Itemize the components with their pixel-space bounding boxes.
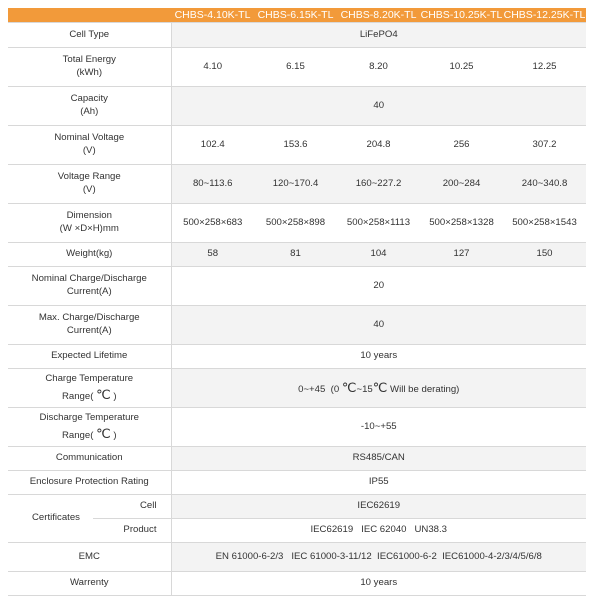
row-label: Discharge Temperature Range( ℃ ) [8,408,171,447]
cell-value: 12.25 [503,48,586,87]
row-total-energy [8,48,586,87]
cell-value: 153.6 [254,126,337,165]
row-warranty [8,572,586,596]
spec-table [8,8,586,596]
row-label: Cell Type [8,23,171,48]
row-label: Charge Temperature Range( ℃ ) [8,369,171,408]
cell-value: 500×258×1543 [503,204,586,243]
cell-value: 500×258×898 [254,204,337,243]
row-voltage-range [8,165,586,204]
cell-value: 500×258×683 [171,204,254,243]
row-label: Voltage Range (V) [8,165,171,204]
row-value: 40 [171,306,586,345]
row-label: Nominal Charge/Discharge Current(A) [8,267,171,306]
cell-value: 81 [254,243,337,267]
cell-value: 127 [420,243,503,267]
row-max-current [8,306,586,345]
row-label: Warrenty [8,572,171,596]
row-nominal-current [8,267,586,306]
row-label: Weight(kg) [8,243,171,267]
row-sublabel: Cell [93,495,171,519]
cell-value: 80~113.6 [171,165,254,204]
cell-value: 200~284 [420,165,503,204]
cell-value: 6.15 [254,48,337,87]
cell-value: 10.25 [420,48,503,87]
row-value: EN 61000-6-2/3 IEC 61000-3-11/12 IEC61000-6-2 IEC61000-4-2/3/4/5/6/8 [171,543,586,572]
row-value: -10~+55 [171,408,586,447]
cell-value: 150 [503,243,586,267]
row-label: Dimension (W ×D×H)mm [8,204,171,243]
header-blank [8,8,171,23]
row-discharge-temperature [8,408,586,447]
model-header: CHBS-8.20K-TL [337,8,420,23]
row-value: IEC62619 IEC 62040 UN38.3 [171,519,586,543]
cell-value: 120~170.4 [254,165,337,204]
cell-value: 307.2 [503,126,586,165]
row-label: Max. Charge/Discharge Current(A) [8,306,171,345]
row-label: Communication [8,447,171,471]
row-dimension [8,204,586,243]
row-label: EMC [8,543,171,572]
row-label: Capacity (Ah) [8,87,171,126]
row-communication [8,447,586,471]
row-value: LiFePO4 [171,23,586,48]
cell-value: 58 [171,243,254,267]
row-value: IP55 [171,471,586,495]
row-label: Expected Lifetime [8,345,171,369]
cell-value: 160~227.2 [337,165,420,204]
row-label: Nominal Voltage (V) [8,126,171,165]
row-sublabel: Product [93,519,171,543]
row-label: Certificates [8,495,93,543]
cell-value: 500×258×1328 [420,204,503,243]
row-lifetime [8,345,586,369]
row-capacity [8,87,586,126]
model-header: CHBS-10.25K-TL [420,9,503,21]
model-header: CHBS-6.15K-TL [254,8,337,23]
row-value: 20 [171,267,586,306]
row-label: Enclosure Protection Rating [8,471,171,495]
cell-value: 256 [420,126,503,165]
cell-value: 8.20 [337,48,420,87]
row-value: 0~+45 (0 ℃~15℃ Will be derating) [171,369,586,408]
cell-value: 240~340.8 [503,165,586,204]
header-row [8,8,586,23]
cell-value: 102.4 [171,126,254,165]
row-certificates-product [8,519,586,543]
model-header: CHBS-12.25K-TL [503,9,586,21]
row-certificates-cell [8,495,586,519]
row-value: 10 years [171,572,586,596]
row-weight [8,243,586,267]
cell-value: 204.8 [337,126,420,165]
row-value: RS485/CAN [171,447,586,471]
row-value: IEC62619 [171,495,586,519]
row-emc [8,543,586,572]
cell-value: 4.10 [171,48,254,87]
row-enclosure-rating [8,471,586,495]
cell-value: 500×258×1113 [337,204,420,243]
model-header: CHBS-4.10K-TL [171,8,254,23]
row-label: Total Energy (kWh) [8,48,171,87]
row-value: 10 years [171,345,586,369]
spec-table-container [8,8,586,596]
row-value: 40 [171,87,586,126]
row-nominal-voltage [8,126,586,165]
cell-value: 104 [337,243,420,267]
row-charge-temperature [8,369,586,408]
row-cell-type [8,23,586,48]
